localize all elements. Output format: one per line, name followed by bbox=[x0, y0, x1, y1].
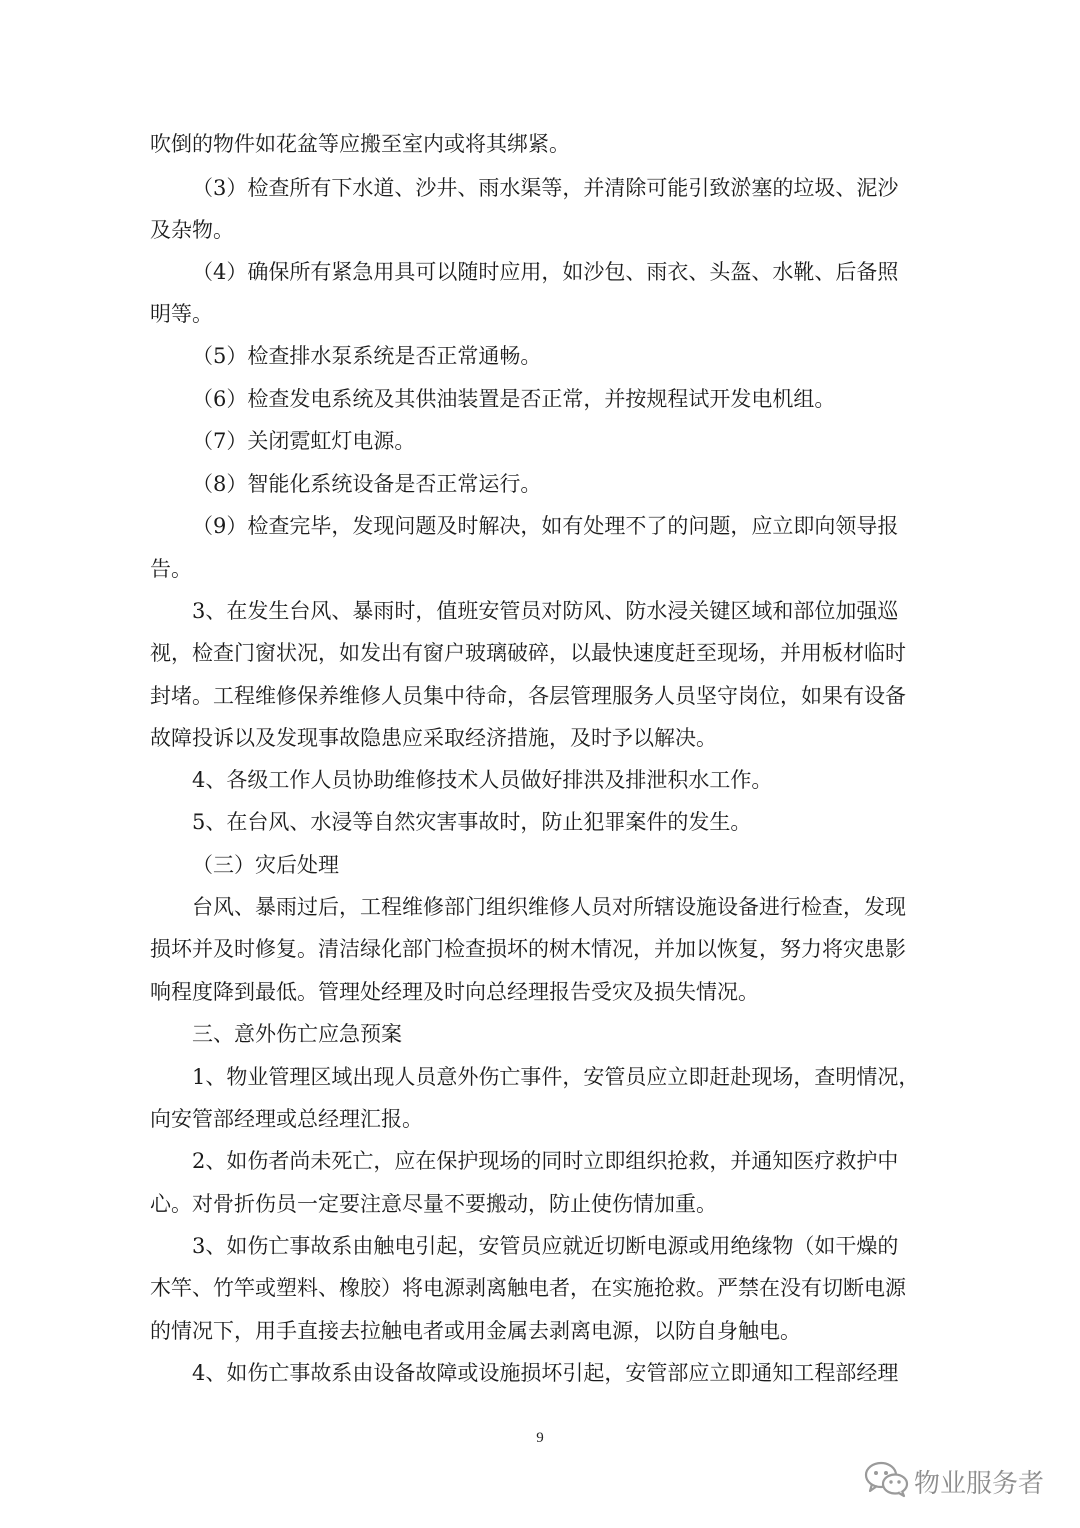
text-line: （4）确保所有紧急用具可以随时应用，如沙包、雨衣、头盔、水靴、后备照 bbox=[192, 260, 899, 284]
text-line: （8）智能化系统设备是否正常运行。 bbox=[192, 472, 542, 496]
text-line: 4、如伤亡事故系由设备故障或设施损坏引起，安管部应立即通知工程部经理 bbox=[192, 1361, 899, 1385]
text-line: （9）检查完毕，发现问题及时解决，如有处理不了的问题，应立即向领导报 bbox=[192, 514, 899, 538]
text-line: 1、物业管理区域出现人员意外伤亡事件，安管员应立即赶赴现场，查明情况， bbox=[192, 1065, 920, 1089]
text-line: 视，检查门窗状况，如发出有窗户玻璃破碎，以最快速度赶至现场，并用板材临时 bbox=[150, 641, 906, 665]
text-line: 2、如伤者尚未死亡，应在保护现场的同时立即组织抢救，并通知医疗救护中 bbox=[192, 1149, 899, 1173]
text-line: （3）检查所有下水道、沙井、雨水渠等，并清除可能引致淤塞的垃圾、泥沙 bbox=[192, 176, 899, 200]
section-heading: 三、意外伤亡应急预案 bbox=[192, 1022, 402, 1046]
text-line: 明等。 bbox=[150, 302, 213, 326]
text-line: 的情况下，用手直接去拉触电者或用金属去剥离电源，以防自身触电。 bbox=[150, 1319, 801, 1343]
text-line: 损坏并及时修复。清洁绿化部门检查损坏的树木情况，并加以恢复，努力将灾患影 bbox=[150, 937, 906, 961]
text-line: 5、在台风、水浸等自然灾害事故时，防止犯罪案件的发生。 bbox=[192, 810, 752, 834]
text-line: 故障投诉以及发现事故隐患应采取经济措施，及时予以解决。 bbox=[150, 726, 717, 750]
watermark-text: 物业服务者 bbox=[914, 1468, 1045, 1499]
text-line: 封堵。工程维修保养维修人员集中待命，各层管理服务人员坚守岗位，如果有设备 bbox=[150, 684, 906, 708]
text-line: 吹倒的物件如花盆等应搬至室内或将其绑紧。 bbox=[150, 132, 570, 156]
text-line: 心。对骨折伤员一定要注意尽量不要搬动，防止使伤情加重。 bbox=[150, 1192, 717, 1216]
text-line: 木竿、竹竿或塑料、橡胶）将电源剥离触电者，在实施抢救。严禁在没有切断电源 bbox=[150, 1276, 906, 1300]
text-line: 3、在发生台风、暴雨时，值班安管员对防风、防水浸关键区域和部位加强巡 bbox=[192, 599, 899, 623]
text-line: 及杂物。 bbox=[150, 218, 234, 242]
text-line: 向安管部经理或总经理汇报。 bbox=[150, 1107, 423, 1131]
text-line: 4、各级工作人员协助维修技术人员做好排洪及排泄积水工作。 bbox=[192, 768, 773, 792]
text-line: （7）关闭霓虹灯电源。 bbox=[192, 429, 416, 453]
section-heading: （三）灾后处理 bbox=[192, 853, 339, 877]
text-line: 3、如伤亡事故系由触电引起，安管员应就近切断电源或用绝缘物（如干燥的 bbox=[192, 1234, 899, 1258]
watermark bbox=[864, 1461, 1044, 1501]
text-line: 告。 bbox=[150, 557, 192, 581]
text-line: （5）检查排水泵系统是否正常通畅。 bbox=[192, 344, 542, 368]
page-number: 9 bbox=[536, 1430, 544, 1446]
text-line: 台风、暴雨过后，工程维修部门组织维修人员对所辖设施设备进行检查，发现 bbox=[192, 895, 906, 919]
text-line: 响程度降到最低。管理处经理及时向总经理报告受灾及损失情况。 bbox=[150, 980, 759, 1004]
text-line: （6）检查发电系统及其供油装置是否正常，并按规程试开发电机组。 bbox=[192, 387, 836, 411]
wechat-icon bbox=[864, 1460, 910, 1502]
